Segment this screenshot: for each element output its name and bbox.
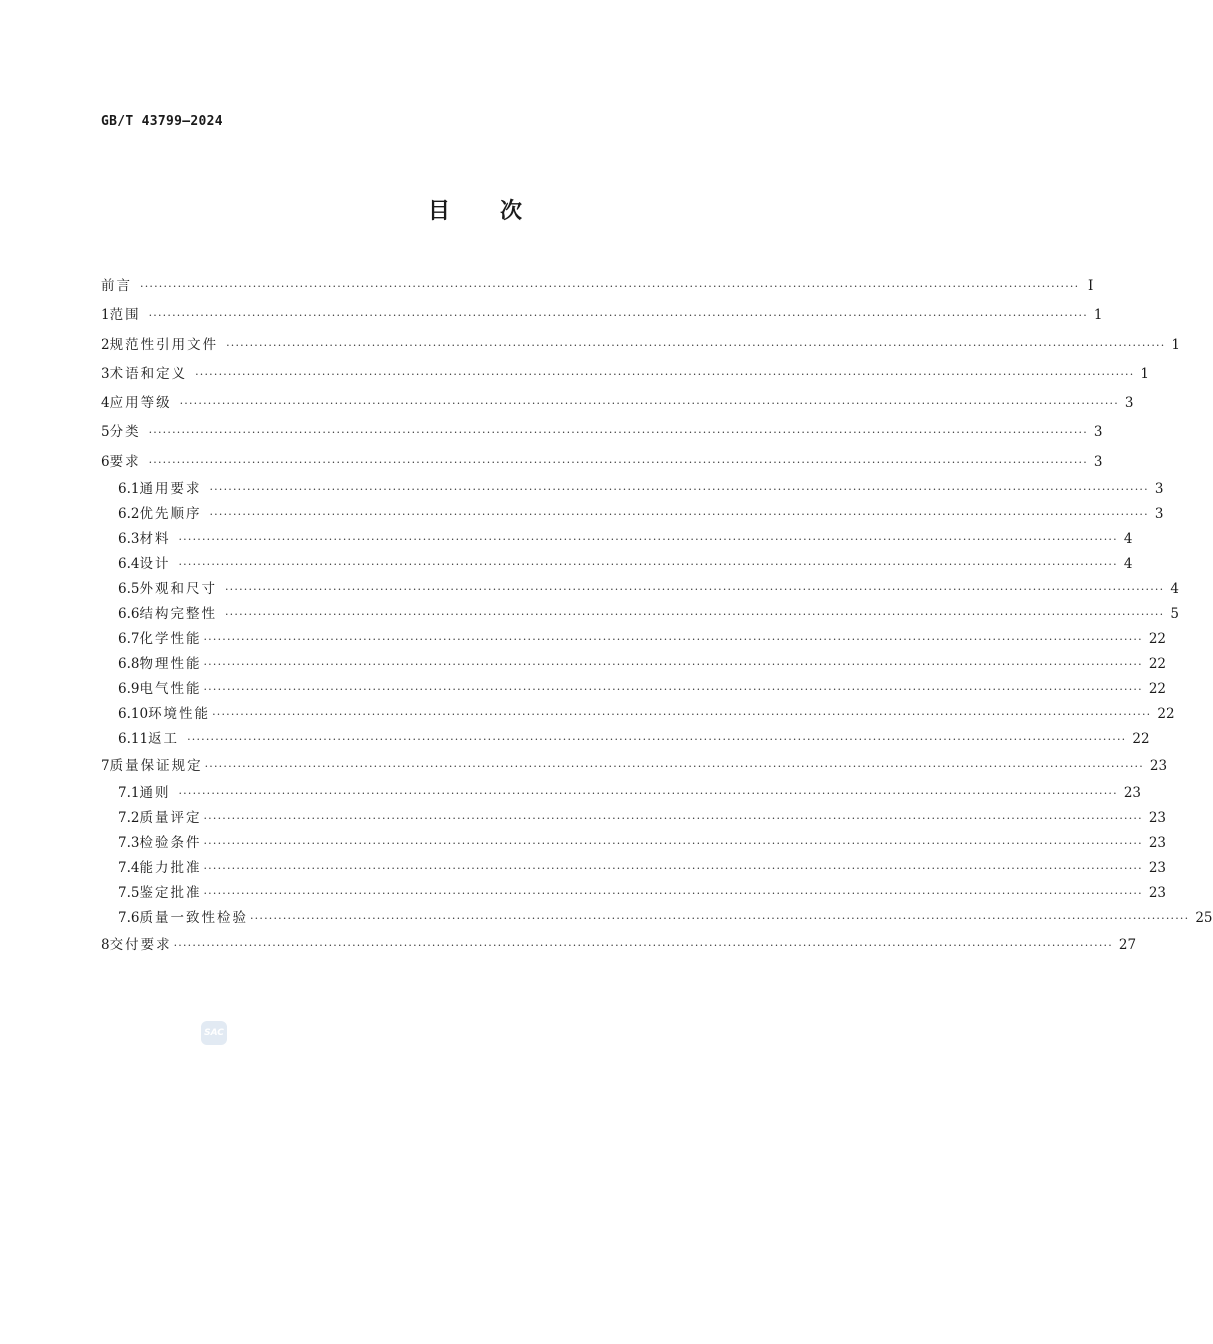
toc-entry-page: 3	[1124, 395, 1134, 412]
toc-entry-number: 8	[101, 937, 110, 954]
toc-entry-number: 7.5	[118, 885, 140, 902]
dot-leader: ········································································································································································································	[203, 658, 1143, 672]
toc-entry-number: 6.9	[118, 681, 140, 698]
toc-entry[interactable]	[101, 418, 1103, 447]
toc-entry-label: 质量保证规定	[109, 758, 203, 775]
toc-entry-label: 鉴定批准	[139, 885, 202, 902]
dot-leader: ········································································································································································································	[209, 483, 1149, 497]
toc-entry-page: 23	[1148, 860, 1166, 877]
toc-entry[interactable]	[101, 727, 1150, 752]
toc-entry-label: 质量一致性检验	[139, 910, 248, 927]
toc-entry-page: 22	[1132, 731, 1150, 748]
dot-leader: ········································································································································································································	[148, 426, 1088, 440]
dot-leader: ········································································································································································································	[203, 683, 1143, 697]
toc-entry-number: 5	[101, 424, 110, 441]
toc-entry-number: 4	[101, 395, 110, 412]
toc-entry-number: 3	[101, 365, 110, 382]
toc-entry-page: 4	[1123, 531, 1133, 548]
toc-entry[interactable]	[101, 331, 1181, 360]
dot-leader: ········································································································································································································	[212, 708, 1152, 722]
toc-entry[interactable]	[101, 856, 1166, 881]
toc-entry[interactable]	[101, 527, 1133, 552]
toc-entry[interactable]	[101, 360, 1150, 389]
toc-entry-number: 1	[101, 307, 110, 324]
toc-entry-page: 3	[1154, 506, 1164, 523]
toc-entry-label: 优先顺序	[139, 506, 202, 523]
toc-entry-label: 范围	[109, 307, 141, 324]
toc-entry-number: 6	[101, 453, 110, 470]
toc-entry[interactable]	[101, 931, 1137, 960]
toc-entry-number: 7.3	[118, 835, 140, 852]
toc-entry-number: 7.2	[118, 810, 140, 827]
page-title: 目次	[427, 199, 572, 224]
dot-leader: ········································································································································································································	[226, 338, 1166, 352]
toc-entry-number: 6.11	[118, 731, 149, 748]
toc-entry-label: 电气性能	[139, 681, 202, 698]
toc-entry[interactable]	[101, 831, 1166, 856]
toc-entry[interactable]	[101, 502, 1164, 527]
dot-leader: ········································································································································································································	[178, 533, 1118, 547]
toc-entry-label: 质量评定	[139, 810, 202, 827]
toc-entry[interactable]	[101, 477, 1164, 502]
toc-entry[interactable]	[101, 752, 1168, 781]
dot-leader: ········································································································································································································	[178, 787, 1118, 801]
toc-entry-page: 22	[1148, 681, 1166, 698]
dot-leader: ········································································································································································································	[203, 633, 1143, 647]
toc-entry[interactable]	[101, 702, 1175, 727]
toc-entry[interactable]	[101, 389, 1134, 418]
toc-entry-page: 22	[1157, 706, 1175, 723]
toc-entry-page: 3	[1154, 481, 1164, 498]
toc-entry-page: 3	[1093, 453, 1103, 470]
dot-leader: ········································································································································································································	[203, 812, 1143, 826]
toc-entry-number: 6.6	[118, 606, 140, 623]
toc-entry-label: 环境性能	[148, 706, 211, 723]
toc-entry-label: 外观和尺寸	[139, 581, 217, 598]
toc-entry[interactable]	[101, 577, 1179, 602]
toc-entry[interactable]	[101, 602, 1179, 627]
dot-leader: ········································································································································································································	[203, 862, 1143, 876]
toc-entry[interactable]	[101, 677, 1166, 702]
dot-leader: ········································································································································································································	[224, 608, 1165, 622]
dot-leader: ········································································································································································································	[224, 583, 1165, 597]
toc-entry-label: 返工	[148, 731, 180, 748]
dot-leader: ········································································································································································································	[203, 887, 1143, 901]
toc-entry-page: 23	[1148, 885, 1166, 902]
toc-entry-label: 交付要求	[109, 937, 172, 954]
toc-entry-number: 6.7	[118, 631, 140, 648]
toc-entry-page: 4	[1123, 556, 1133, 573]
dot-leader: ········································································································································································································	[148, 455, 1088, 469]
toc-entry-label: 能力批准	[139, 860, 202, 877]
toc-entry-number: 2	[101, 336, 110, 353]
toc-entry-page: 27	[1118, 937, 1137, 954]
toc-entry-number: 6.2	[118, 506, 140, 523]
toc-entry-label: 检验条件	[139, 835, 202, 852]
toc-entry-label: 规范性引用文件	[109, 336, 219, 353]
toc-entry[interactable]	[101, 806, 1166, 831]
toc-entry-page: 22	[1148, 656, 1166, 673]
dot-leader: ········································································································································································································	[204, 760, 1144, 774]
dot-leader: ········································································································································································································	[187, 733, 1127, 747]
toc-entry-page: 3	[1093, 424, 1103, 441]
dot-leader: ········································································································································································································	[148, 309, 1088, 323]
toc-entry-number: 7.6	[118, 910, 140, 927]
toc-entry[interactable]	[101, 781, 1141, 806]
toc-entry[interactable]	[101, 301, 1103, 330]
dot-leader: ········································································································································································································	[179, 397, 1119, 411]
toc-entry-label: 化学性能	[139, 631, 202, 648]
toc-entry-page: 4	[1170, 581, 1179, 598]
dot-leader: ········································································································································································································	[249, 912, 1190, 926]
toc-entry[interactable]	[101, 448, 1103, 477]
toc-entry[interactable]	[101, 906, 1213, 931]
toc-entry[interactable]	[101, 272, 1094, 301]
toc-entry-number: 6.10	[118, 706, 149, 723]
toc-entry-page: 23	[1123, 785, 1141, 802]
toc-entry-number: 7	[101, 758, 110, 775]
toc-entry-label: 结构完整性	[139, 606, 217, 623]
toc-entry-number: 6.3	[118, 531, 140, 548]
sac-watermark-logo: SAC	[201, 1021, 227, 1045]
toc-entry-label: 通用要求	[139, 481, 202, 498]
toc-entry-label: 通则	[139, 785, 171, 802]
toc-entry-number: 6.8	[118, 656, 140, 673]
dot-leader: ········································································································································································································	[209, 508, 1149, 522]
toc-entry-page: Ⅰ	[1087, 278, 1094, 294]
toc-entry-number: 6.4	[118, 556, 140, 573]
toc-entry-number: 6.1	[118, 481, 140, 498]
toc-entry-page: 22	[1148, 631, 1166, 648]
toc-entry-page: 1	[1140, 365, 1150, 382]
toc-entry-label: 设计	[139, 556, 171, 573]
dot-leader: ········································································································································································································	[140, 280, 1080, 293]
toc-entry-number: 7.4	[118, 860, 140, 877]
standard-code: GB/T 43799—2024	[101, 114, 223, 129]
table-of-contents	[101, 272, 1213, 961]
toc-entry[interactable]	[101, 652, 1166, 677]
toc-entry-label: 要求	[109, 453, 141, 470]
toc-entry-number: 7.1	[118, 785, 140, 802]
toc-entry-label: 分类	[109, 424, 141, 441]
toc-entry-label: 术语和定义	[109, 365, 188, 382]
dot-leader: ········································································································································································································	[195, 367, 1135, 381]
toc-entry[interactable]	[101, 552, 1133, 577]
dot-leader: ········································································································································································································	[178, 558, 1118, 572]
toc-entry-page: 23	[1149, 758, 1168, 775]
toc-entry-page: 23	[1148, 835, 1166, 852]
toc-entry-page: 23	[1148, 810, 1166, 827]
toc-entry-number: 6.5	[118, 581, 140, 598]
toc-entry-page: 5	[1170, 606, 1179, 623]
toc-entry-label: 应用等级	[109, 395, 172, 412]
toc-entry-page: 25	[1195, 910, 1213, 927]
toc-entry-page: 1	[1171, 336, 1181, 353]
toc-entry-label: 物理性能	[139, 656, 202, 673]
toc-entry-page: 1	[1093, 307, 1103, 324]
toc-entry-label: 材料	[139, 531, 171, 548]
toc-entry-label: 前言	[101, 278, 132, 294]
toc-entry[interactable]	[101, 627, 1166, 652]
dot-leader: ········································································································································································································	[203, 837, 1143, 851]
dot-leader: ········································································································································································································	[173, 939, 1113, 953]
toc-entry[interactable]	[101, 881, 1166, 906]
